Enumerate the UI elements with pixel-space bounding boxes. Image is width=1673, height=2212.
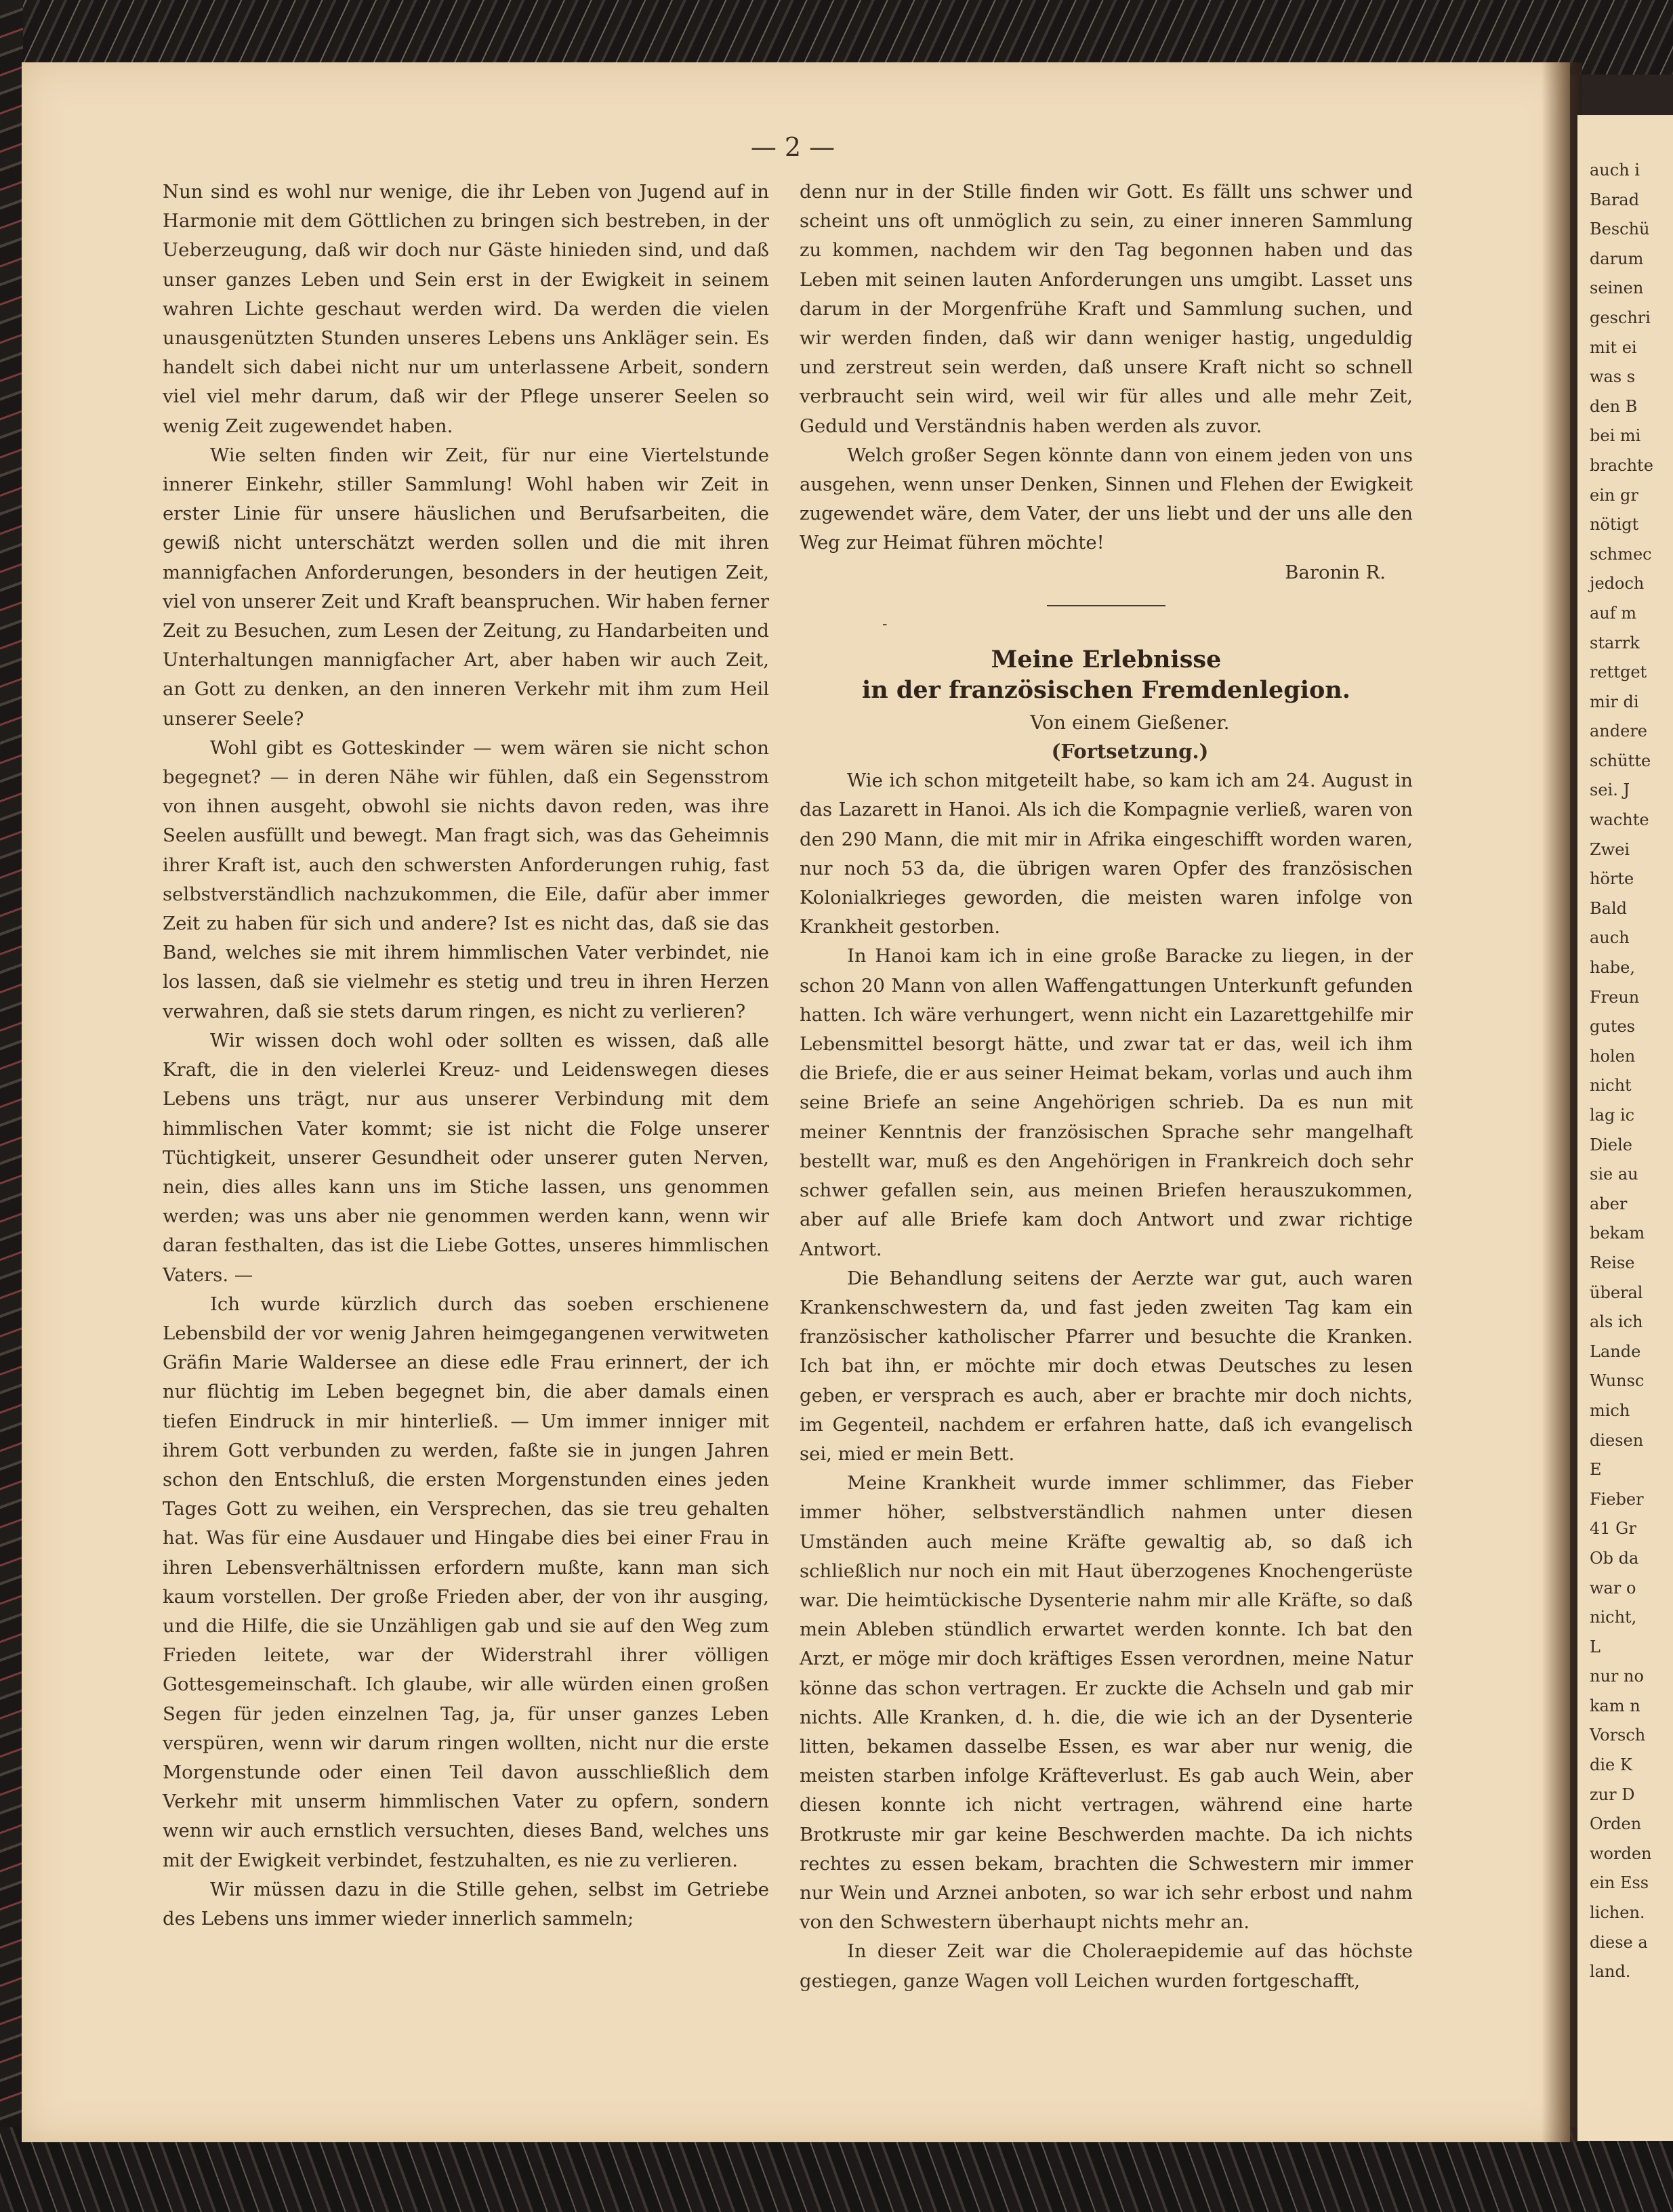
next-page-fragment: Lande <box>1590 1341 1641 1361</box>
left-column <box>163 178 769 1934</box>
next-page-fragment: holen <box>1590 1046 1636 1066</box>
next-page-fragment: darum <box>1590 249 1644 268</box>
next-page-fragment: aber <box>1590 1194 1628 1213</box>
paragraph: Wir wissen doch wohl oder sollten es wissen, daß alle Kraft, die in den vielerlei Kreuz- und Leidenswegen dieses Lebens uns trägt, nur aus unserer Verbindung mit dem himmlischen Vater kommt; sie ist nicht die Folge unserer Tüchtigkeit, unserer Gesundheit oder unserer guten Nerven, nein, dies alles kann uns im Stiche lassen, uns genommen werden; was uns aber nie genommen werden kann, wenn wir daran festhalten, das ist die Liebe Gottes, unseres himmlischen Vaters. — <box>163 1029 769 1286</box>
next-page-fragment: Beschü <box>1590 220 1650 239</box>
next-page-fragment: Bald <box>1590 898 1627 918</box>
article-title-line: Meine Erlebnisse <box>991 645 1222 673</box>
next-page-fragment: Reise <box>1590 1253 1635 1272</box>
author-signature: Baronin R. <box>1285 561 1386 583</box>
next-page-fragment: nicht, <box>1590 1608 1637 1627</box>
paragraph: Welch großer Segen könnte dann von einem jeden von uns ausgehen, wenn unser Denken, Sinnen und Flehen der Ewigkeit zugewendet wäre, dem Vater, der uns liebt und der uns alle den Weg zur Heimat führen möchte! <box>800 444 1413 554</box>
next-page-fragment: nötigt <box>1590 515 1639 535</box>
next-page-fragment: überal <box>1590 1282 1643 1302</box>
next-page-fragment: mit ei <box>1590 337 1637 357</box>
next-page-fragment: auf m <box>1590 603 1637 623</box>
next-page-fragment: als ich <box>1590 1312 1643 1332</box>
section-divider <box>1047 605 1165 606</box>
next-page-fragment: war o <box>1590 1578 1636 1598</box>
next-page-fragment: Zwei <box>1590 839 1630 859</box>
next-page-fragment: bei mi <box>1590 426 1641 446</box>
article-byline: Von einem Gießener. <box>1030 711 1230 734</box>
article-title <box>800 644 1413 705</box>
book-board-left <box>0 0 23 2212</box>
next-page-text-fragments <box>1577 156 1653 1987</box>
next-page-fragment: hörte <box>1590 869 1634 889</box>
next-page-fragment: die K <box>1590 1755 1632 1775</box>
next-page-fragment: zur D <box>1590 1785 1635 1804</box>
article-title-line: in der französischen Fremdenlegion. <box>862 675 1350 704</box>
next-page-fragment: schmec <box>1590 544 1652 564</box>
next-page-fragment: sei. J <box>1590 780 1630 800</box>
book-gutter <box>1542 62 1582 2142</box>
page-number: — 2 — <box>750 132 835 162</box>
next-page-fragment: rettget <box>1590 663 1647 682</box>
next-page-fragment: diesen <box>1590 1430 1644 1450</box>
next-page-fragment: brachte <box>1590 455 1653 475</box>
next-page-fragment: auch i <box>1590 161 1640 180</box>
next-page-fragment: gutes <box>1590 1017 1635 1037</box>
next-page-fragment: bekam <box>1590 1224 1645 1243</box>
paragraph: In dieser Zeit war die Choleraepidemie auf das höchste gestiegen, ganze Wagen voll Leichen wurden fortgeschafft, <box>800 1940 1413 1992</box>
next-page-fragment: L <box>1590 1637 1600 1656</box>
paragraph: denn nur in der Stille finden wir Gott. Es fällt uns schwer und scheint uns oft unmöglich zu sein, zu einer inneren Sammlung zu kommen, nachdem wir den Tag begonnen haben und das Leben mit seinen lauten Anforderungen uns umgibt. Lasset uns darum in der Morgenfrühe Kraft und Sammlung suchen, und wir werden finden, daß wir dann weniger hastig, ungeduldig und zerstreut sein werden, daß unsere Kraft nicht so schnell verbraucht sein wird, weil wir für alles und alle mehr Zeit, Geduld und Verständnis haben werden als zuvor. <box>800 181 1413 437</box>
next-page-fragment: nur no <box>1590 1667 1644 1686</box>
paragraph: Ich wurde kürzlich durch das soeben erschienene Lebensbild der vor wenig Jahren heimgegangenen verwitweten Gräfin Marie Waldersee an diese edle Frau erinnert, der ich nur flüchtig im Leben begegnet bin, die aber damals einen tiefen Eindruck in mir hinterließ. — Um immer inniger mit ihrem Gott verbunden zu werden, faßte sie in jungen Jahren schon den Entschluß, die ersten Morgenstunden eines jeden Tages Gott zu weihen, ein Versprechen, das sie treu gehalten hat. Was für eine Ausdauer und Hingabe dies bei einer Frau in ihren Lebensverhältnissen erfordern mußte, kann man sich kaum vorstellen. Der große Frieden aber, der von ihr ausging, und die Hilfe, die sie Unzähligen gab und sie auf den Weg zum Frieden leitete, war der Widerstrahl ihrer völligen Gottesgemeinschaft. Ich glaube, wir alle würden einen großen Segen für jeden einzelnen Tag, ja, für unser ganzes Leben verspüren, wenn wir darum ringen wollten, nicht nur die erste Morgenstunde oder einen Teil davon ausschließlich dem Verkehr mit unserm himmlischen Vater zu opfern, sondern wenn wir auch ernstlich versuchten, dieses Band, welches uns mit der Ewigkeit verbindet, festzuhalten, es nie zu verlieren. <box>163 1293 769 1871</box>
next-page-fragment: Barad <box>1590 190 1640 209</box>
paragraph: Nun sind es wohl nur wenige, die ihr Leben von Jugend auf in Harmonie mit dem Göttlichen zu bringen sich bestreben, in der Ueberzeugung, daß wir doch nur Gäste hinieden sind, und daß unser ganzes Leben und Sein erst in der Ewigkeit in seinem wahren Lichte geschaut werden wird. Da werden die vielen unausgenützten Stunden unseres Lebens uns Ankläger sein. Es handelt sich dabei nicht nur um unterlassene Arbeit, sondern viel viel mehr darum, daß wir der Pflege unserer Seelen so wenig Zeit zugewendet haben. <box>163 181 769 437</box>
paragraph: Wie ich schon mitgeteilt habe, so kam ich am 24. August in das Lazarett in Hanoi. Als ich die Kompagnie verließ, waren von den 290 Mann, die mit mir in Afrika eingeschifft worden waren, nur noch 53 da, die übrigen waren Opfer des französischen Kolonialkrieges geworden, die meisten waren infolge von Krankheit gestorben. <box>800 770 1413 938</box>
right-column <box>800 178 1413 1996</box>
next-page-fragment: wachte <box>1590 810 1649 830</box>
next-page-fragment: starrk <box>1590 633 1640 652</box>
paragraph: Wohl gibt es Gotteskinder — wem wären sie nicht schon begegnet? — in deren Nähe wir fühlen, daß ein Segensstrom von ihnen ausgeht, obwohl sie nichts davon reden, was ihre Seelen ausfüllt und bewegt. Man fragt sich, was das Geheimnis ihrer Kraft ist, auch den schwersten Anforderungen ruhig, fast selbstverständlich nachzukommen, die Eile, dafür aber immer Zeit zu haben für sich und andere? Ist es nicht das, daß sie das Band, welches sie mit ihrem himmlischen Vater verbindet, nie los lassen, daß sie vielmehr es stetig und treu in ihren Herzen verwahren, daß sie stets darum ringen, es nicht zu verlieren? <box>163 736 769 1022</box>
next-page-fragment: E <box>1590 1460 1602 1480</box>
next-page-fragment: Diele <box>1590 1135 1632 1154</box>
next-page-fragment: lichen. <box>1590 1903 1645 1923</box>
next-page-fragment: Orden <box>1590 1814 1642 1834</box>
next-page-fragment: ein Ess <box>1590 1873 1649 1893</box>
paragraph: Die Behandlung seitens der Aerzte war gut, auch waren Krankenschwestern da, und fast jeden zweiten Tag kam ein französischer katholischer Pfarrer und besuchte die Kranken. Ich bat ihn, er möchte mir doch etwas Deutsches zu lesen geben, er versprach es auch, aber er brachte mir doch nichts, im Gegenteil, nachdem er erfahren hatte, daß ich evangelisch sei, mied er mein Bett. <box>800 1267 1413 1465</box>
next-page-fragment: Fieber <box>1590 1489 1644 1509</box>
next-page-fragment: Vorsch <box>1590 1726 1646 1745</box>
next-page-fragment: kam n <box>1590 1696 1640 1715</box>
next-page-fragment: sie au <box>1590 1165 1638 1184</box>
next-page-fragment: nicht <box>1590 1076 1632 1095</box>
next-page-edge <box>1577 115 1673 2141</box>
next-page-fragment: Wunsc <box>1590 1371 1645 1391</box>
next-page-fragment: Freun <box>1590 987 1640 1007</box>
paragraph: Wir müssen dazu in die Stille gehen, selbst im Getriebe des Lebens uns immer wieder innerlich sammeln; <box>163 1878 769 1929</box>
next-page-fragment: diese a <box>1590 1932 1648 1952</box>
next-page-fragment: lag ic <box>1590 1106 1635 1125</box>
next-page-fragment: 41 Gr <box>1590 1519 1636 1539</box>
next-page-fragment: was s <box>1590 367 1636 387</box>
next-page-fragment: jedoch <box>1590 574 1645 593</box>
paragraph: Wie selten finden wir Zeit, für nur eine Viertelstunde innerer Einkehr, stiller Sammlung! Wohl haben wir Zeit in erster Linie für unsere häuslichen und Berufsarbeiten, die gewiß nicht unterschätzt werden sollen und die mit ihren mannigfachen Anforderungen, besonders in der heutigen Zeit, viel von unserer Zeit und Kraft beanspruchen. Wir haben ferner Zeit zu Besuchen, zum Lesen der Zeitung, zu Handarbeiten und Unterhaltungen mannigfacher Art, aber haben wir auch Zeit, an Gott zu denken, an den inneren Verkehr mit ihm zum Heil unserer Seele? <box>163 444 769 730</box>
next-page-fragment: den B <box>1590 396 1638 416</box>
next-page-fragment: mir di <box>1590 692 1639 711</box>
paragraph: In Hanoi kam ich in eine große Baracke zu liegen, in der schon 20 Mann von allen Waffengattungen Unterkunft gefunden hatten. Ich wäre verhungert, wenn nicht ein Lazarettgehilfe mir Lebensmittel besorgt hätte, und zwar tat er das, weil ich ihm die Briefe, die er aus seiner Heimat bekam, vorlas und auch ihm seine Briefe an seine Angehörigen schrieb. Da es nun mit meiner Kenntnis der französischen Sprache sehr mangelhaft bestellt war, muß es den Angehörigen in Frankreich doch sehr schwer gefallen sein, aus meinen Briefen herauszukommen, aber auf alle Briefe kam doch Antwort und zwar richtige Antwort. <box>800 945 1413 1260</box>
next-page-fragment: land. <box>1590 1962 1631 1982</box>
article-continuation: (Fortsetzung.) <box>1051 740 1209 764</box>
next-page-fragment: auch <box>1590 928 1630 948</box>
next-page-fragment: Ob da <box>1590 1548 1639 1568</box>
next-page-fragment: andere <box>1590 722 1648 741</box>
next-page-fragment: geschri <box>1590 308 1651 327</box>
next-page-fragment: habe, <box>1590 958 1635 978</box>
next-page-fragment: ein gr <box>1590 485 1638 505</box>
next-page-fragment: worden <box>1590 1843 1652 1863</box>
next-page-fragment: seinen <box>1590 278 1644 298</box>
next-page-fragment: mich <box>1590 1400 1630 1420</box>
paragraph: Meine Krankheit wurde immer schlimmer, das Fieber immer höher, selbstverständlich nahmen unter diesen Umständen auch meine Kräfte gewaltig ab, so daß ich schließlich nur noch ein mit Haut überzogenes Knochengerüste war. Die heimtückische Dysenterie nahm mir alle Kräfte, so daß mein Ableben stündlich erwartet werden konnte. Ich bat den Arzt, er möge mir doch kräftiges Essen verordnen, meine Natur könne das schon vertragen. Er zuckte die Achseln und gab mir nichts. Alle Kranken, d. h. die, die wie ich an der Dysenterie litten, bekamen dasselbe Essen, es war aber nur wenig, die meisten starben infolge Kräfteverlust. Es gab auch Wein, aber diesen konnte ich nicht vertragen, während eine harte Brotkruste mir gar keine Beschwerden machte. Da ich nichts rechtes zu essen bekam, brachten die Schwestern mir immer nur Wein und Arznei anboten, so war ich sehr erbost und nahm von den Schwestern überhaupt nichts mehr an. <box>800 1472 1413 1934</box>
next-page-fragment: schütte <box>1590 751 1651 770</box>
stray-mark: - <box>882 615 888 633</box>
